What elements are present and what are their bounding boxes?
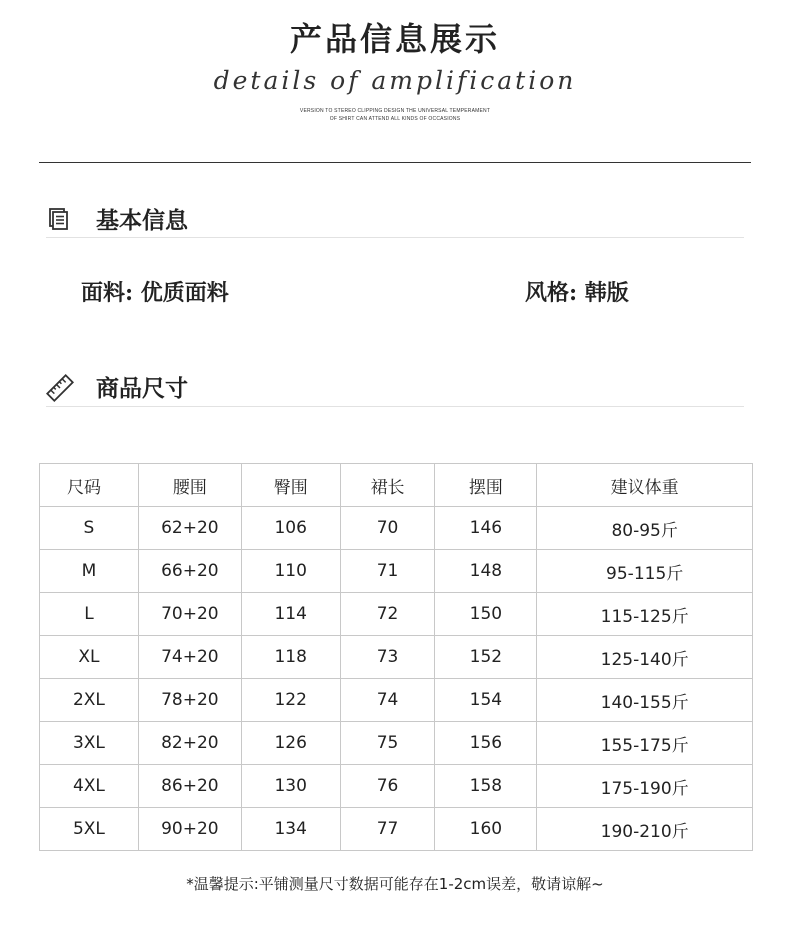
cell-waist: 70+20	[138, 593, 241, 636]
table-row	[40, 765, 753, 808]
size-label: 商品尺寸	[96, 374, 188, 402]
cell-length: 77	[340, 808, 435, 851]
table-row	[40, 808, 753, 851]
cell-waist: 78+20	[138, 679, 241, 722]
cell-length: 76	[340, 765, 435, 808]
cell-hem: 160	[435, 808, 537, 851]
cell-size: 2XL	[40, 679, 139, 722]
ruler-icon	[46, 374, 70, 398]
basic-info-divider	[46, 237, 744, 238]
script-subtitle: details of amplification	[213, 66, 577, 95]
cell-size: XL	[40, 636, 139, 679]
table-row	[40, 550, 753, 593]
cell-waist: 86+20	[138, 765, 241, 808]
table-row	[40, 722, 753, 765]
cell-hip: 118	[241, 636, 340, 679]
cell-length: 72	[340, 593, 435, 636]
cell-weight: 80-95斤	[537, 507, 753, 550]
cell-size: S	[40, 507, 139, 550]
cell-hip: 110	[241, 550, 340, 593]
cell-hem: 146	[435, 507, 537, 550]
table-row	[40, 636, 753, 679]
cell-weight: 175-190斤	[537, 765, 753, 808]
cell-hip: 130	[241, 765, 340, 808]
cell-hem: 152	[435, 636, 537, 679]
header-divider	[39, 162, 751, 163]
cell-weight: 95-115斤	[537, 550, 753, 593]
size-heading	[46, 366, 188, 406]
tagline-line-1: VERSION TO STEREO CLIPPING DESIGN THE UNIVERSAL TEMPERAMENT	[299, 108, 491, 114]
cell-weight: 190-210斤	[537, 808, 753, 851]
cell-waist: 66+20	[138, 550, 241, 593]
cell-length: 71	[340, 550, 435, 593]
cell-size: 4XL	[40, 765, 139, 808]
cell-waist: 74+20	[138, 636, 241, 679]
cell-hip: 114	[241, 593, 340, 636]
measurement-note: *温馨提示:平铺测量尺寸数据可能存在1-2cm误差，敬请谅解~	[186, 875, 604, 893]
cell-hem: 154	[435, 679, 537, 722]
cell-size: 5XL	[40, 808, 139, 851]
cell-size: L	[40, 593, 139, 636]
cell-weight: 155-175斤	[537, 722, 753, 765]
cell-hem: 150	[435, 593, 537, 636]
cell-hem: 156	[435, 722, 537, 765]
cell-length: 73	[340, 636, 435, 679]
basic-info-heading	[46, 198, 188, 238]
document-list-icon	[46, 206, 70, 230]
table-row	[40, 593, 753, 636]
cell-hip: 122	[241, 679, 340, 722]
header-size: 尺码	[40, 464, 139, 507]
cell-waist: 62+20	[138, 507, 241, 550]
cell-weight: 140-155斤	[537, 679, 753, 722]
cell-hem: 158	[435, 765, 537, 808]
tagline-line-2: OF SHIRT CAN ATTEND ALL KINDS OF OCCASIONS	[329, 116, 461, 122]
fabric-info: 面料: 优质面料	[81, 280, 229, 306]
size-table	[39, 463, 753, 851]
cell-length: 70	[340, 507, 435, 550]
style-info: 风格: 韩版	[525, 280, 629, 306]
cell-hip: 134	[241, 808, 340, 851]
header-waist: 腰围	[138, 464, 241, 507]
size-table-header-row	[40, 464, 753, 507]
table-row	[40, 507, 753, 550]
cell-waist: 82+20	[138, 722, 241, 765]
header-hem: 摆围	[435, 464, 537, 507]
cell-hip: 126	[241, 722, 340, 765]
page-title: 产品信息展示	[289, 20, 500, 58]
cell-weight: 115-125斤	[537, 593, 753, 636]
cell-waist: 90+20	[138, 808, 241, 851]
cell-size: 3XL	[40, 722, 139, 765]
cell-weight: 125-140斤	[537, 636, 753, 679]
header-length: 裙长	[340, 464, 435, 507]
cell-hem: 148	[435, 550, 537, 593]
table-row	[40, 679, 753, 722]
header-hip: 臀围	[241, 464, 340, 507]
header-weight: 建议体重	[537, 464, 753, 507]
cell-length: 74	[340, 679, 435, 722]
size-divider	[46, 406, 744, 407]
cell-size: M	[40, 550, 139, 593]
basic-info-label: 基本信息	[96, 206, 188, 234]
cell-hip: 106	[241, 507, 340, 550]
cell-length: 75	[340, 722, 435, 765]
